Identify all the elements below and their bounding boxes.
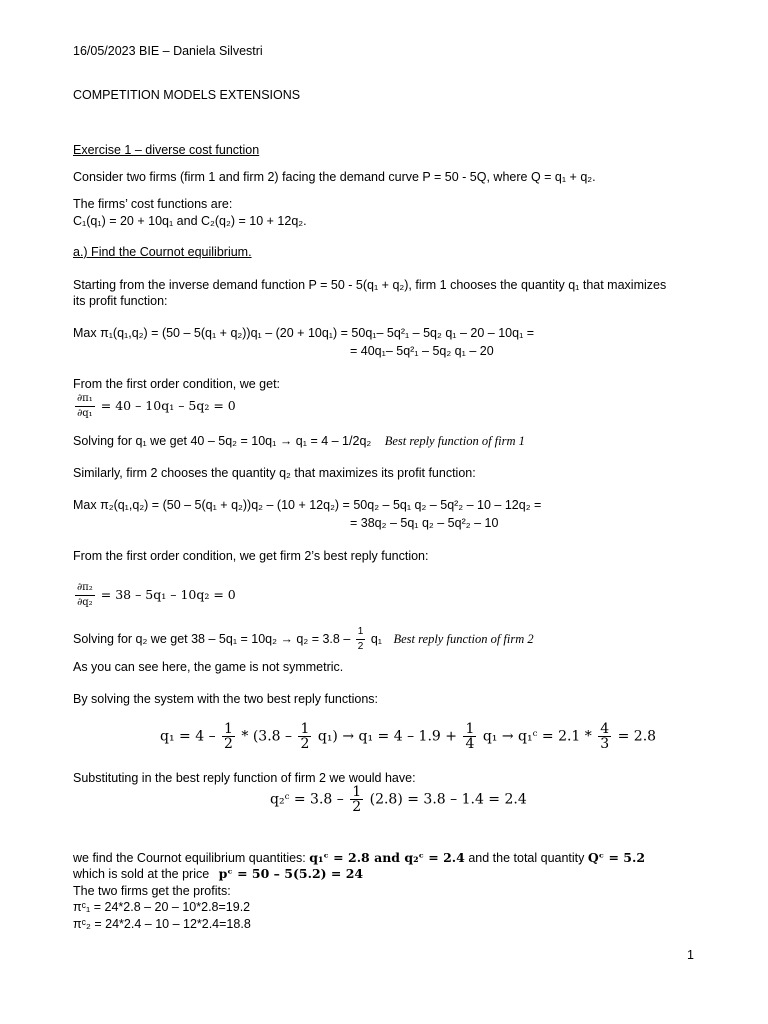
partial-derivative-fraction: $\frac{\text{∂π₂}}{\text{∂q₂}}$: [77, 582, 93, 608]
substituting-text: Substituting in the best reply function of firm 2 we would have:: [73, 771, 416, 785]
profit-firm2: πᶜ₂ = 24*2.4 – 10 – 12*2.4=18.8: [73, 917, 251, 931]
cournot-quantities: we find the Cournot equilibrium quantities: q₁ᶜ = 2.8 and q₂ᶜ = 2.4 and the total quantity Qᶜ = 5.2: [73, 850, 646, 865]
partial-derivative-fraction: $\frac{\text{∂π₁}}{\text{∂q₁}}$: [77, 393, 93, 419]
paragraph-line: Starting from the inverse demand function P = 50 - 5(q₁ + q₂), firm 1 chooses the quantity q₁ that maximizes: [73, 278, 667, 292]
one-half-fraction: $\frac{1}{2}$: [357, 626, 364, 652]
solve-firm1: Solving for q₁ we get 40 – 5q₂ = 10q₁ → q₁ = 4 – 1/2q₂ Best reply function of firm 1: [73, 434, 525, 448]
max-profit-firm1-line2: = 40q₁– 5q²₁ – 5q₂ q₁ – 20: [350, 344, 494, 358]
foc1-equation: $\frac{\text{∂π₁}}{\text{∂q₁}}$ = 40 – 10q₁ – 5q₂ = 0: [77, 393, 236, 419]
foc1-intro: From the first order condition, we get:: [73, 377, 281, 391]
system-solution-equation: q₁ = 4 – $\frac{1}{2}$ * (3.8 – $\frac{1}{2}$ q₁) → q₁ = 4 – 1.9 + $\frac{1}{4}$ q₁ → q₁ᶜ = 2.1 * $\frac{4}{3}$ = 2.8: [160, 721, 657, 752]
cost-functions: C₁(q₁) = 20 + 10q₁ and C₂(q₂) = 10 + 12q₂.: [73, 214, 307, 228]
paragraph-line: its profit function:: [73, 294, 168, 308]
price-line: which is sold at the price pᶜ = 50 – 5(5.2) = 24: [73, 866, 364, 881]
best-reply-label: Best reply function of firm 2: [393, 631, 534, 646]
solve-firm2: Solving for q₂ we get 38 – 5q₁ = 10q₂ → q₂ = 3.8 – $\frac{1}{2}$ q₁ Best reply function of firm 2: [73, 626, 534, 652]
header: 16/05/2023 BIE – Daniela Silvestri: [73, 44, 263, 58]
max-profit-firm2-line1: Max π₂(q₁,q₂) = (50 – 5(q₁ + q₂))q₂ – (10 + 12q₂) = 50q₂ – 5q₁ q₂ – 5q²₂ – 10 – 12q₂ =: [73, 498, 542, 512]
foc2-intro: From the first order condition, we get firm 2’s best reply function:: [73, 549, 429, 563]
part-a-heading: a.) Find the Cournot equilibrium.: [73, 245, 252, 259]
max-profit-firm1-line1: Max π₁(q₁,q₂) = (50 – 5(q₁ + q₂))q₁ – (20 + 10q₁) = 50q₁– 5q²₁ – 5q₂ q₁ – 20 – 10q₁ =: [73, 326, 535, 340]
intro-text: Consider two firms (firm 1 and firm 2) facing the demand curve P = 50 - 5Q, where Q = q₁ + q₂.: [73, 170, 596, 184]
page-number: 1: [687, 948, 694, 962]
foc2-equation: $\frac{\text{∂π₂}}{\text{∂q₂}}$ = 38 – 5q₁ – 10q₂ = 0: [77, 582, 236, 608]
firm2-quantity-equation: q₂ᶜ = 3.8 – $\frac{1}{2}$ (2.8) = 3.8 – 1.4 = 2.4: [270, 784, 527, 815]
similarly-text: Similarly, firm 2 chooses the quantity q₂ that maximizes its profit function:: [73, 466, 476, 480]
profits-intro: The two firms get the profits:: [73, 884, 231, 898]
max-profit-firm2-line2: = 38q₂ – 5q₁ q₂ – 5q²₂ – 10: [350, 516, 499, 530]
system-intro: By solving the system with the two best reply functions:: [73, 692, 378, 706]
exercise-title: Exercise 1 – diverse cost function: [73, 143, 260, 157]
doc-title: COMPETITION MODELS EXTENSIONS: [73, 88, 301, 102]
not-symmetric-text: As you can see here, the game is not symmetric.: [73, 660, 344, 674]
best-reply-label: Best reply function of firm 1: [384, 434, 525, 448]
cost-intro: The firms’ cost functions are:: [73, 197, 233, 211]
profit-firm1: πᶜ₁ = 24*2.8 – 20 – 10*2.8=19.2: [73, 900, 251, 914]
